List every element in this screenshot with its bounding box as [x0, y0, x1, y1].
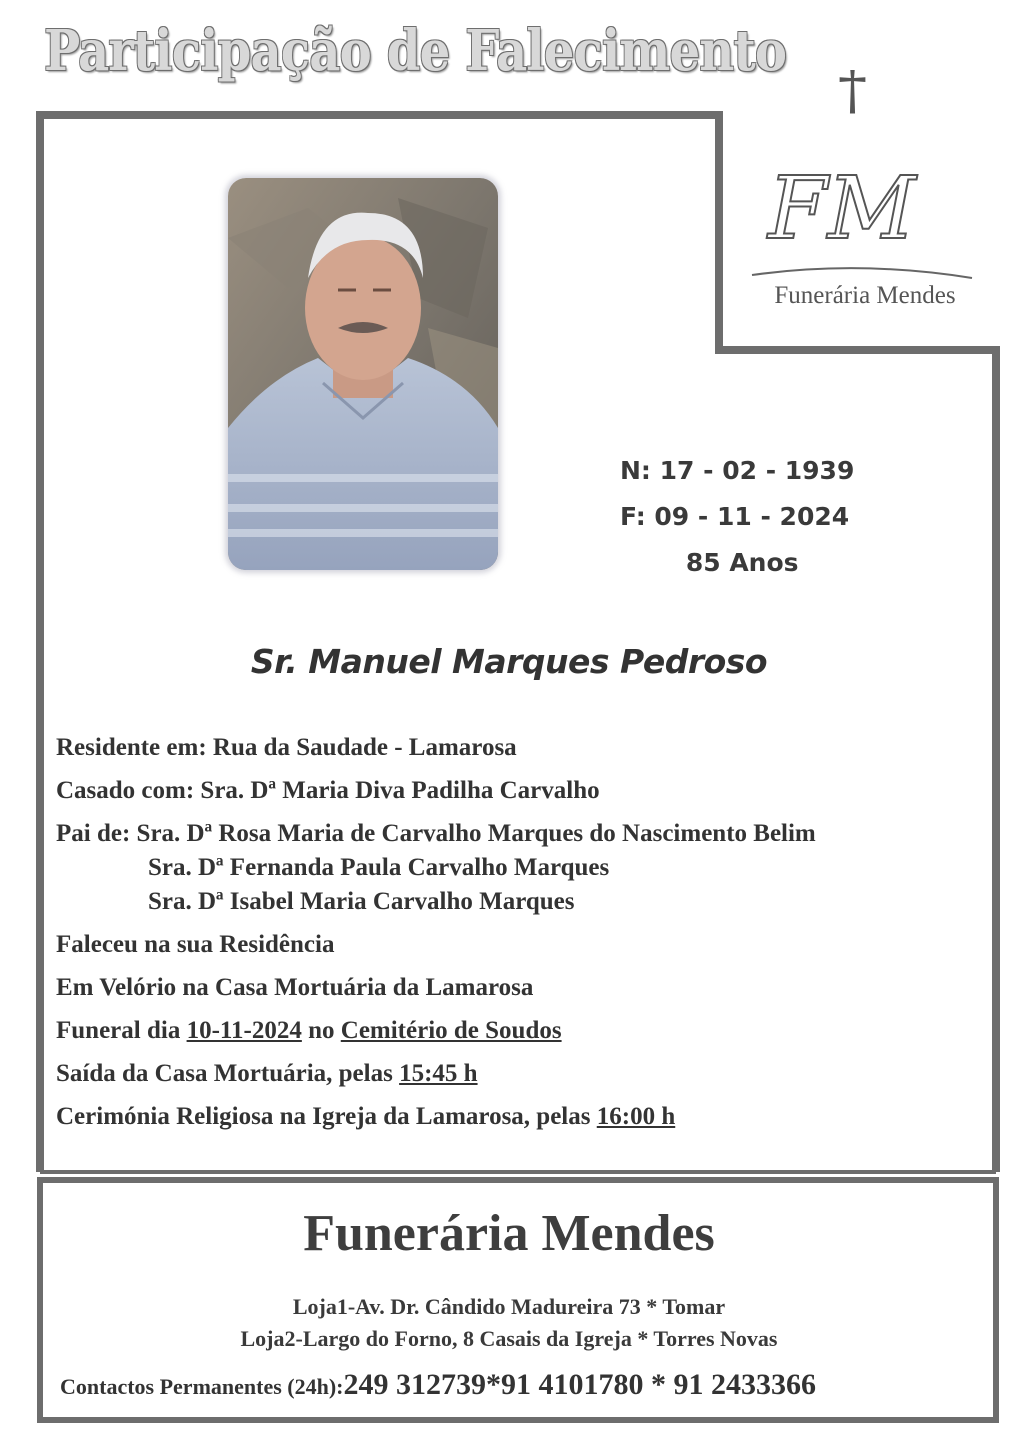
- dates-block: [620, 448, 854, 586]
- portrait-photo: [228, 178, 498, 570]
- cross-icon: †: [838, 70, 867, 122]
- child-2: Sra. Dª Fernanda Paula Carvalho Marques: [148, 854, 610, 881]
- death-date: F: 09 - 11 - 2024: [620, 502, 850, 531]
- birth-date: N: 17 - 02 - 1939: [620, 456, 855, 485]
- address-line-2: Loja2-Largo do Forno, 8 Casais da Igreja * Torres Novas: [240, 1326, 778, 1351]
- ceremony-prefix: Cerimónia Religiosa na Igreja da Lamarosa, pelas: [56, 1103, 597, 1130]
- spouse-line: Casado com: Sra. Dª Maria Diva Padilha Carvalho: [56, 777, 600, 804]
- children-line: [56, 818, 816, 852]
- death-place-line: Faleceu na sua Residência: [56, 931, 335, 958]
- footer-business-name: Funerária Mendes: [303, 1205, 715, 1262]
- contacts-label: Contactos Permanentes (24h):: [60, 1374, 344, 1399]
- funeral-prefix: Funeral dia: [56, 1017, 187, 1044]
- wake-line: Em Velório na Casa Mortuária da Lamarosa: [56, 974, 534, 1001]
- address-line-1: Loja1-Av. Dr. Cândido Madureira 73 * Tomar: [292, 1294, 726, 1319]
- funeral-date: 10-11-2024: [186, 1017, 302, 1044]
- funeral-line: [56, 1015, 816, 1058]
- departure-time: 15:45 h: [399, 1060, 478, 1087]
- residence-line: Residente em: Rua da Saudade - Lamarosa: [56, 734, 517, 761]
- child-3: Sra. Dª Isabel Maria Carvalho Marques: [148, 888, 575, 915]
- fm-monogram: FM: [768, 159, 916, 259]
- departure-line: [56, 1058, 816, 1101]
- departure-prefix: Saída da Casa Mortuária, pelas: [56, 1060, 400, 1087]
- ceremony-line: [56, 1101, 816, 1144]
- age: 85 Anos: [685, 548, 799, 577]
- children-label: Pai de:: [56, 820, 137, 847]
- logo-swash: [752, 268, 972, 278]
- child-1: Sra. Dª Rosa Maria de Carvalho Marques do Nascimento Belim: [136, 820, 816, 847]
- funeral-mid: no: [301, 1017, 341, 1044]
- page-title: Participação de Falecimento: [44, 18, 787, 84]
- ceremony-time: 16:00 h: [596, 1103, 676, 1130]
- contacts-line: [60, 1368, 816, 1402]
- logo-name: Funerária Mendes: [774, 282, 956, 309]
- deceased-name: Sr. Manuel Marques Pedroso: [250, 642, 768, 681]
- funeral-place: Cemitério de Soudos: [340, 1017, 562, 1044]
- details-block: [56, 732, 816, 1144]
- contacts-numbers: 249 312739*91 4101780 * 91 2433366: [343, 1368, 816, 1401]
